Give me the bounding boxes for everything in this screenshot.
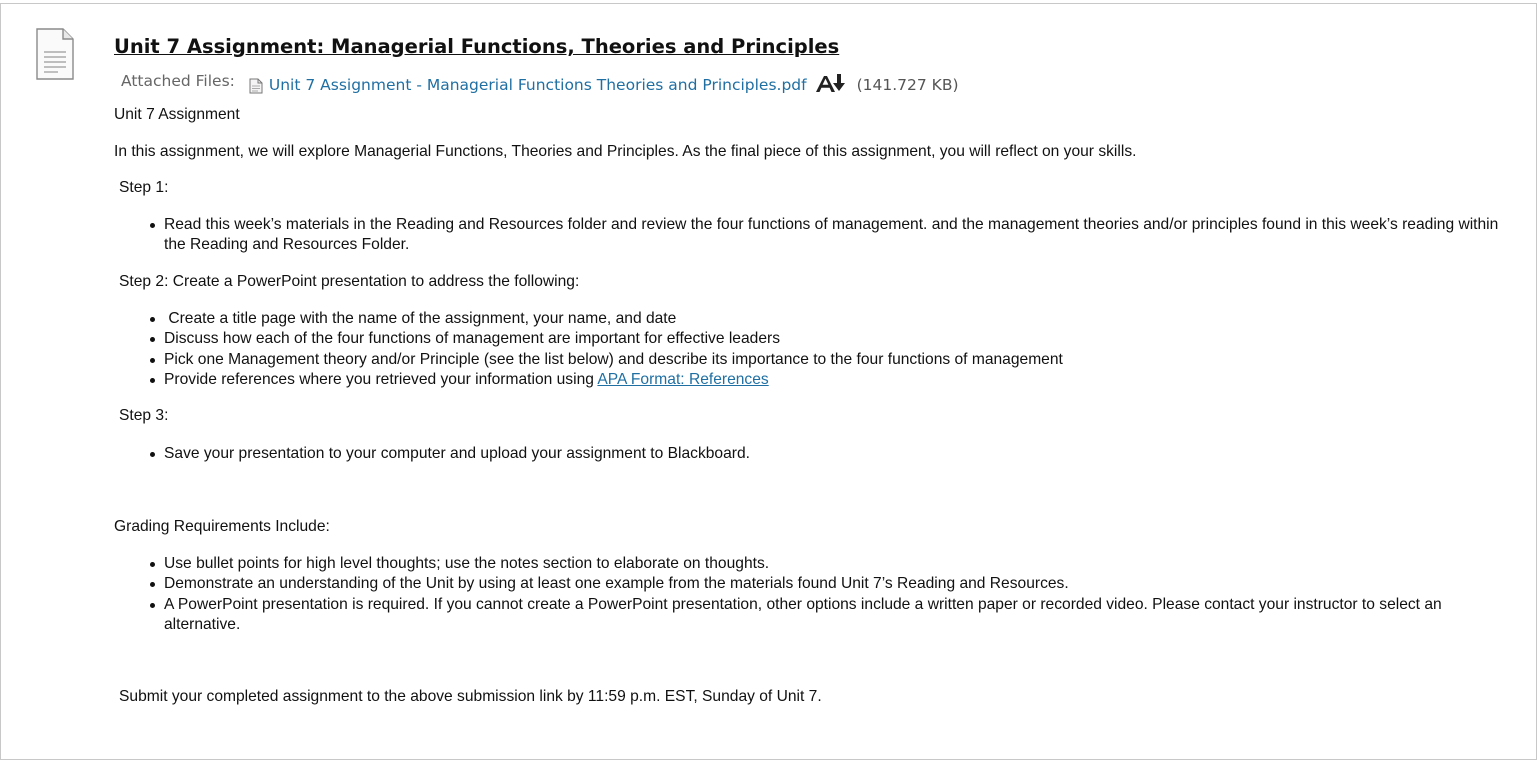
list-item: Use bullet points for high level thoughts; use the notes section to elaborate on thoughts.: [164, 554, 1504, 574]
document-icon: [36, 28, 74, 80]
grading-list: [114, 554, 1504, 636]
list-item: Pick one Management theory and/or Principle (see the list below) and describe its importance to the four functions of management: [164, 350, 1504, 370]
assignment-body: [114, 105, 1504, 707]
spacer: [114, 465, 1504, 517]
spacer: [114, 635, 1504, 687]
step2-label: Step 2: Create a PowerPoint presentation to address the following:: [119, 272, 580, 290]
item-title-link[interactable]: Unit 7 Assignment: Managerial Functions, Theories and Principles: [114, 35, 840, 58]
list-item: Read this week’s materials in the Reading and Resources folder and review the four functions of management. and the management theories and/or principles found in this week’s reading within the Reading and Resources Folder.: [164, 215, 1504, 256]
step1-list: [114, 215, 1504, 256]
references-text: Provide references where you retrieved your information using: [164, 371, 598, 389]
download-text-icon[interactable]: [815, 72, 847, 96]
apa-format-link[interactable]: APA Format: References: [597, 371, 769, 389]
attached-files-label: Attached Files:: [121, 72, 235, 90]
attached-files-row: [121, 74, 1504, 104]
step3-list: [114, 444, 1504, 464]
attached-file-link[interactable]: Unit 7 Assignment - Managerial Functions Theories and Principles.pdf: [268, 76, 807, 94]
grading-label: Grading Requirements Include:: [114, 517, 330, 535]
list-item: A PowerPoint presentation is required. If you cannot create a PowerPoint presentation, other options include a written paper or recorded video. Please contact your instructor to select an alternative.: [164, 595, 1504, 636]
file-size: (141.727 KB): [856, 76, 959, 94]
intro-paragraph: In this assignment, we will explore Managerial Functions, Theories and Principles. As the final piece of this assignment, you will reflect on your skills.: [114, 143, 1137, 160]
list-item: Save your presentation to your computer and upload your assignment to Blackboard.: [164, 444, 1504, 464]
pdf-file-icon: [249, 78, 263, 94]
list-item: Create a title page with the name of the assignment, your name, and date: [164, 309, 1504, 329]
submit-note: Submit your completed assignment to the above submission link by 11:59 p.m. EST, Sunday of Unit 7.: [119, 688, 822, 706]
step2-list: [114, 309, 1504, 391]
content-item-frame: [0, 3, 1537, 760]
body-heading: Unit 7 Assignment: [114, 106, 240, 123]
content-item: [114, 32, 1504, 707]
list-item: [164, 370, 1504, 390]
step1-label: Step 1:: [119, 179, 169, 196]
step3-label: Step 3:: [119, 407, 169, 425]
list-item: Demonstrate an understanding of the Unit by using at least one example from the materials found Unit 7’s Reading and Resources.: [164, 574, 1504, 594]
list-item: Discuss how each of the four functions of management are important for effective leaders: [164, 329, 1504, 349]
